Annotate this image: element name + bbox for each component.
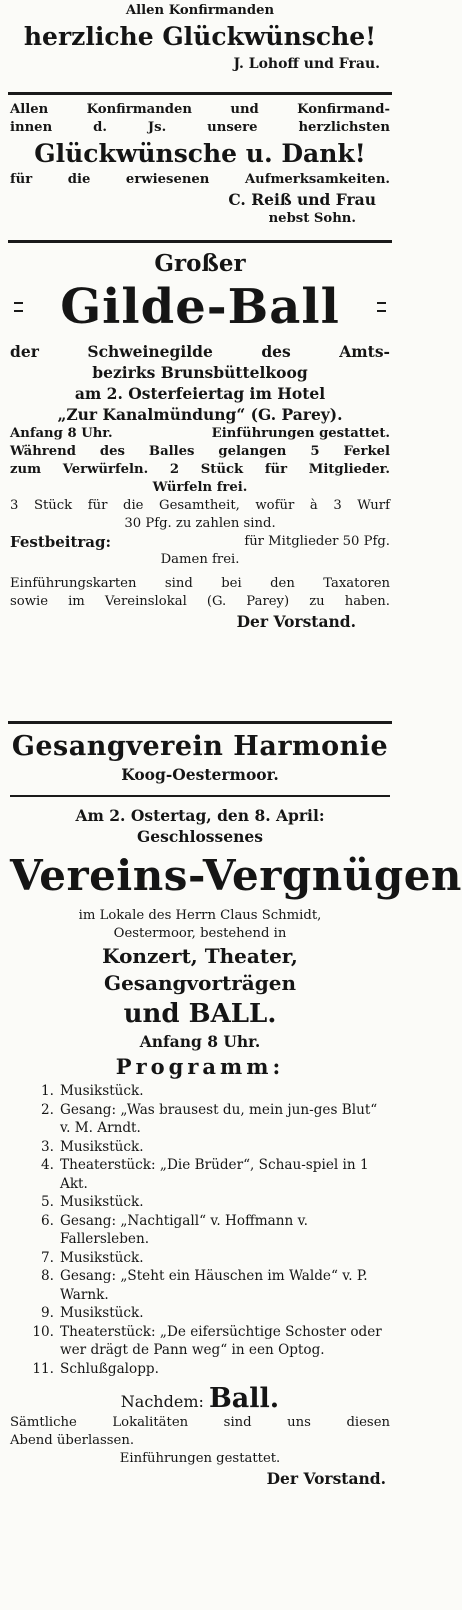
ad-text-line: der Schweinegilde des Amts- (10, 342, 390, 361)
program-text: Schlußgalopp. (60, 1360, 159, 1377)
ad-text-line: Einführungskarten sind bei den Taxatoren (10, 576, 390, 591)
program-text: Musikstück. (60, 1249, 144, 1266)
list-item (10, 1323, 390, 1360)
ad-signature: Der Vorstand. (266, 1469, 386, 1488)
ad-headline: Vereins-Vergnügen (10, 851, 462, 900)
list-item (10, 1101, 390, 1138)
ad-text-line: Sämtliche Lokalitäten sind uns diesen (10, 1415, 390, 1430)
ad-text-line: Abend überlassen. (10, 1433, 135, 1448)
program-number: 2. (41, 1101, 54, 1118)
program-number: 3. (41, 1138, 54, 1155)
ad-signature: Der Vorstand. (236, 612, 356, 631)
list-item (10, 1212, 390, 1249)
program-number: 8. (41, 1268, 54, 1284)
program-list (10, 1082, 390, 1378)
ad-text-line: „Zur Kanalmündung“ (G. Parey). (57, 405, 343, 424)
program-text: Gesang: „Was brausest du, mein jun-ges Blut“ v. M. Arndt. (60, 1101, 378, 1136)
ad-text-line: innen d. Js. unsere herzlichsten (10, 120, 390, 135)
ad-headline: Glückwünsche u. Dank! (34, 139, 366, 168)
ad-text-line: im Lokale des Herrn Claus Schmidt, (78, 908, 322, 923)
ad-kicker: Großer (154, 250, 246, 277)
list-item (10, 1193, 390, 1212)
ad-reiss (6, 95, 394, 240)
ad-program-highlight: Konzert, Theater, (102, 944, 298, 968)
ad-text-line: Damen frei. (160, 552, 240, 567)
ad-headline: Gilde-Ball (60, 279, 340, 335)
ad-after-label: Nachdem: (120, 1392, 204, 1411)
ad-headline: herzliche Glückwünsche! (23, 22, 377, 51)
ad-gilde-ball (6, 243, 394, 721)
program-number: 6. (41, 1212, 54, 1229)
list-item (10, 1156, 390, 1193)
ad-subtitle: Koog-Oestermoor. (121, 765, 279, 784)
ad-text-line: Allen Konfirmanden und Konfirmand- (10, 102, 390, 117)
ad-fee-text: für Mitglieder 50 Pfg. (244, 534, 390, 549)
program-text: Musikstück. (60, 1305, 144, 1321)
ad-headline-row (10, 279, 390, 335)
list-item (10, 1267, 390, 1304)
ad-signature: nebst Sohn. (268, 211, 356, 226)
ad-text-line: zum Verwürfeln. 2 Stück für Mitglieder. (10, 462, 390, 477)
program-number: 4. (41, 1157, 54, 1173)
list-item (10, 1360, 390, 1379)
ad-signature: J. Lohoff und Frau. (233, 56, 380, 72)
ad-start-time: Anfang 8 Uhr. (139, 1032, 261, 1051)
ad-program-highlight: Gesangvorträgen (103, 971, 297, 995)
section-divider (10, 795, 390, 797)
ad-harmonie (6, 724, 462, 1489)
ad-after-value: Ball. (208, 1383, 280, 1414)
ad-after-row (10, 1384, 390, 1414)
program-text: Theaterstück: „De eifersüchtige Schoster oder wer drägt de Pann weg“ in een Optog. (60, 1323, 382, 1358)
program-text: Gesang: „Steht ein Häuschen im Walde“ v. P. Warnk. (60, 1268, 368, 1303)
newspaper-page (6, 0, 462, 1610)
list-item (10, 1082, 390, 1101)
ad-text-line: Einführungen gestattet. (119, 1451, 281, 1466)
ad-date: Am 2. Ostertag, den 8. April: (75, 806, 325, 825)
list-item (10, 1249, 390, 1268)
list-item (10, 1138, 390, 1157)
program-number: 10. (32, 1323, 54, 1340)
ad-text-line: bezirks Brunsbüttelkoog (92, 363, 308, 382)
ad-text-line: 3 Stück für die Gesamtheit, wofür à 3 Wurf (10, 498, 390, 513)
program-number: 7. (41, 1249, 54, 1266)
ad-greeting-line: Allen Konfirmanden (125, 3, 275, 18)
program-text: Gesang: „Nachtigall“ v. Hoffmann v. Fallersleben. (60, 1212, 308, 1247)
program-number: 5. (41, 1194, 54, 1210)
ad-admission-note: Einführungen gestattet. (211, 426, 390, 441)
ad-signature: C. Reiß und Frau (228, 190, 376, 209)
program-text: Musikstück. (60, 1083, 144, 1099)
program-number: 9. (41, 1305, 54, 1321)
ad-text-line: Während des Balles gelangen 5 Ferkel (10, 444, 390, 459)
ad-lohoff (6, 0, 394, 92)
ad-text-line: Geschlossenes (137, 827, 263, 846)
program-text: Musikstück. (60, 1194, 144, 1210)
ornament-dash (14, 302, 23, 312)
ad-text-line: Oestermoor, bestehend in (113, 926, 287, 941)
program-number: 1. (41, 1083, 54, 1099)
program-text: Theaterstück: „Die Brüder“, Schau-spiel in 1 Akt. (60, 1157, 369, 1192)
ad-text-line: sowie im Vereinslokal (G. Parey) zu haben. (10, 594, 390, 609)
ad-program-title: Programm: (115, 1054, 285, 1079)
ornament-dash (377, 302, 386, 312)
ad-text-line: für die erwiesenen Aufmerksamkeiten. (10, 172, 390, 187)
list-item (10, 1304, 390, 1323)
program-text: Musikstück. (60, 1138, 144, 1155)
ad-program-highlight: und BALL. (123, 999, 277, 1029)
ad-fee-label: Festbeitrag: (10, 533, 112, 551)
ad-text-line: am 2. Osterfeiertag im Hotel (74, 384, 326, 403)
program-number: 11. (32, 1360, 54, 1377)
ad-text-line: 30 Pfg. zu zahlen sind. (124, 516, 276, 531)
ad-text-line: Würfeln frei. (152, 480, 248, 495)
ad-start-time: Anfang 8 Uhr. (10, 426, 113, 441)
ad-title: Gesangverein Harmonie (11, 731, 389, 762)
